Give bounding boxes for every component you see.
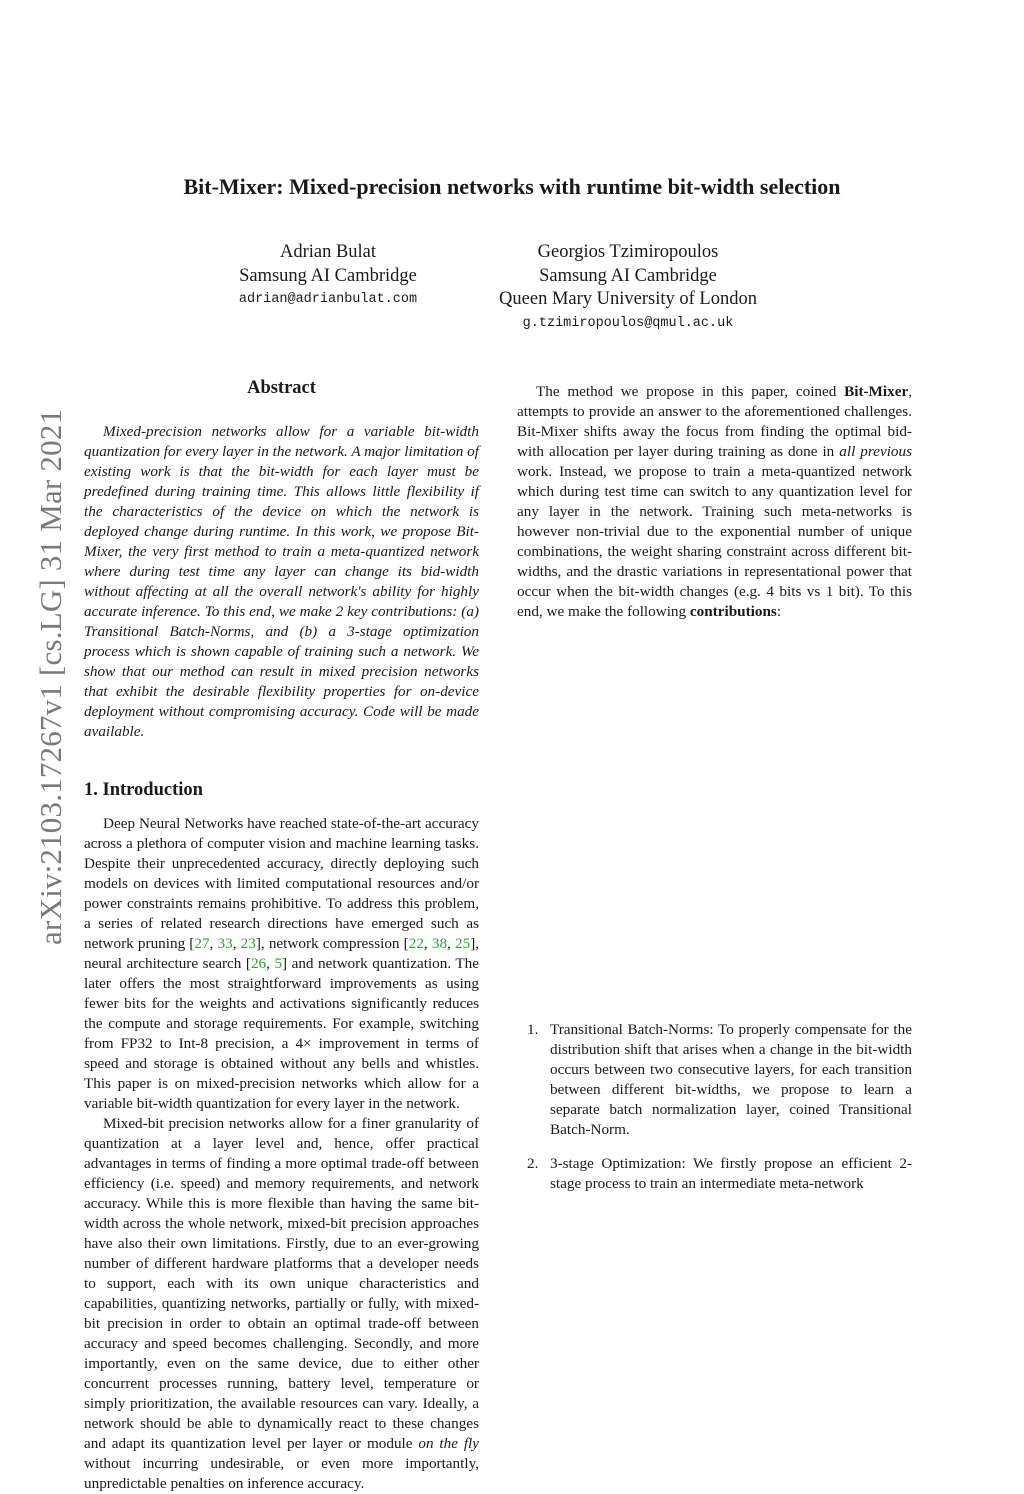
list-number: 2. (527, 1155, 539, 1172)
list-item-text: 3-stage Optimization: We firstly propose an efficient 2-stage process to train an intermediate meta-network (550, 1155, 912, 1192)
list-number: 1. (527, 1021, 539, 1038)
author-name: Adrian Bulat (279, 242, 377, 262)
intro-left-column (84, 814, 479, 1494)
intro-right-column (517, 382, 912, 622)
citation-link[interactable]: 22 (408, 935, 424, 952)
author-affiliation: Samsung AI Cambridge (539, 265, 717, 286)
citation-link[interactable]: 23 (240, 935, 256, 952)
contribution-item (527, 1020, 912, 1140)
list-item-text: Transitional Batch-Norms: To properly compensate for the distribution shift that arises when a change in the bit-width occurs between two consecutive layers, for each transition between different bit-widths, we propose to learn a separate batch normalization layer, coined Transitional Batch-Norm. (550, 1021, 912, 1138)
intro-paragraph-1: Deep Neural Networks have reached state-of-the-art accuracy across a plethora of computer vision and machine learning tasks. Despite their unprecedented accuracy, directly deploying such models on devices with limited computational resources and/or power constraints remains prohibitive. To address this problem, a series of related research directions have emerged such as network pruning [27, 33, 23], network compression [22, 38, 25], neural architecture search [26, 5] and network quantization. The later offers the most straightforward improvements as using fewer bits for the weights and activations significantly reduces the compute and storage requirements. For example, switching from FP32 to Int-8 precision, a 4× improvement in terms of speed and storage is obtained without any bells and whistles. This paper is on mixed-precision networks which allow for a variable bit-width quantization for every layer in the network. (84, 815, 480, 1112)
citation-link[interactable]: 27 (194, 935, 210, 952)
author-affiliation-2: Queen Mary University of London (499, 289, 757, 309)
citation-link[interactable]: 33 (217, 935, 233, 952)
author-name: Georgios Tzimiropoulos (537, 242, 719, 262)
abstract-body (84, 422, 479, 742)
abstract-heading: Abstract (247, 378, 316, 398)
intro-paragraph-2: Mixed-bit precision networks allow for a finer granularity of quantization at a layer level and, hence, offer practical advantages in terms of finding a more optimal trade-off between efficiency (i.e. speed) and memory requirements, and network accuracy. While this is more flexible than having the same bit-width across the whole network, mixed-bit precision approaches have also their own limitations. Firstly, due to an ever-growing number of different hardware platforms that a developer needs to support, each with its own unique characteristics and capabilities, quantizing networks, partially or fully, with mixed-bit precision in order to obtain an optimal trade-off between accuracy and speed becomes challenging. Secondly, and more importantly, even on the same device, due to either other concurrent processes running, battery level, temperature or simply prioritization, the available resources can vary. Ideally, a network should be able to dynamically react to these changes and adapt its quantization level per layer or module on the fly without incurring undesirable, or even more importantly, unpredictable penalties on inference accuracy. (84, 1115, 480, 1492)
author-email[interactable]: g.tzimiropoulos@qmul.ac.uk (522, 315, 734, 331)
section-heading-introduction: 1. Introduction (84, 780, 203, 800)
citation-link[interactable]: 5 (274, 955, 283, 972)
abstract-text: Mixed-precision networks allow for a variable bit-width quantization for every layer in the network. A major limitation of existing work is that the bit-width for each layer must be predefined during training time. This allows little flexibility if the characteristics of the device on which the network is deployed change during runtime. In this work, we propose Bit-Mixer, the very first method to train a meta-quantized network where during test time any layer can change its bid-width without affecting at all the overall network's ability for highly accurate inference. To this end, we make 2 key contributions: (a) Transitional Batch-Norms, and (b) a 3-stage optimization process which is shown capable of training such a network. We show that our method can result in mixed precision networks that exhibit the desirable flexibility properties for on-device deployment without compromising accuracy. Code will be made available. (84, 423, 479, 740)
citation-link[interactable]: 38 (431, 935, 448, 952)
contribution-item (527, 1154, 912, 1194)
author-block-2 (478, 241, 778, 336)
arxiv-side-label: arXiv:2103.17267v1 [cs.LG] 31 Mar 2021 (33, 408, 68, 945)
author-block-1 (202, 241, 454, 312)
paper-title: Bit-Mixer: Mixed-precision networks with runtime bit-width selection (183, 174, 841, 199)
author-email[interactable]: adrian@adrianbulat.com (238, 292, 418, 307)
citation-link[interactable]: 25 (455, 935, 471, 952)
author-affiliation: Samsung AI Cambridge (239, 265, 417, 286)
intro-paragraph-3: The method we propose in this paper, coined Bit-Mixer, attempts to provide an answer to the aforementioned challenges. Bit-Mixer shifts away the focus from finding the optimal bid-with allocation per layer during training as done in all previous work. Instead, we propose to train a meta-quantized network which during test time can switch to any quantization level for any layer in the network. Training such meta-networks is however non-trivial due to the exponential number of unique combinations, the weight sharing constraint across different bit-widths, and the drastic variations in representational power that occur when the bit-width changes (e.g. 4 bits vs 1 bit). To this end, we make the following contributions: (517, 383, 913, 620)
citation-link[interactable]: 26 (250, 955, 267, 972)
